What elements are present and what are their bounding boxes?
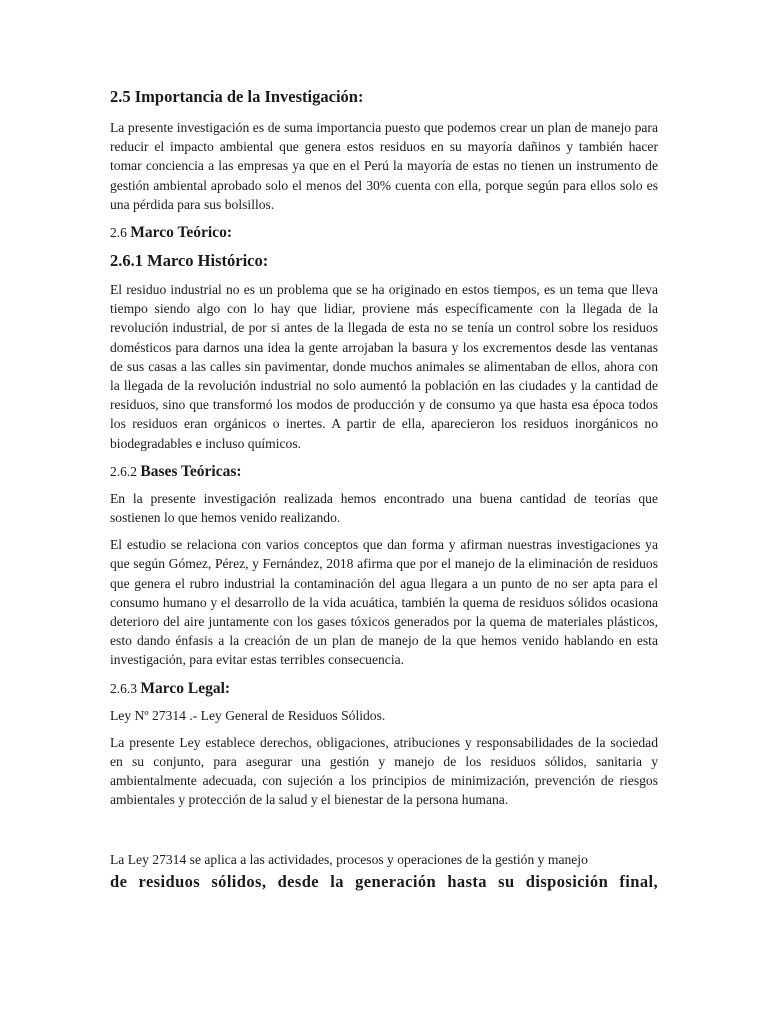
paragraph-bases-intro: En la presente investigación realizada hemos encontrado una buena cantidad de teorías que sostienen lo que hemos venido realizando.: [110, 490, 658, 526]
document-page: [110, 86, 658, 893]
section-title: Bases Teóricas:: [140, 462, 242, 480]
paragraph-bases-estudio: El estudio se relaciona con varios conceptos que dan forma y afirman nuestras investigaciones ya que según Gómez, Pérez, y Fernández, 2018 afirma que por el manejo de la eliminación de residuos que genera el rubro industrial la contaminación del agua llegara a un punto de no ser apta para el consumo humano y el desarrollo de la vida acuática, también la quema de residuos sólidos ocasiona deterioro del aire juntamente con los gases tóxicos generados por la quema de materiales plásticos, esto dando énfasis a la creación de un plan de manejo de la que hemos venido hablando en esta investigación, para evitar estas terribles consecuencia.: [110, 537, 658, 668]
law-reference: Ley Nº 27314 .- Ley General de Residuos Sólidos.: [110, 707, 386, 723]
section-number: 2.6: [110, 225, 131, 241]
paragraph-ley-aplica-line1: La Ley 27314 se aplica a las actividades, procesos y operaciones de la gestión y manejo: [110, 852, 588, 868]
paragraph-ley-aplica-line2: de residuos sólidos, desde la generación hasta su disposición final,: [110, 872, 658, 892]
section-number: 2.6.3: [110, 680, 141, 696]
section-number: 2.6.2: [110, 463, 141, 479]
paragraph-marco-historico: El residuo industrial no es un problema que se ha originado en estos tiempos, es un tema que lleva tiempo siendo algo con lo hay que lidiar, proviene más específicamente con la llegada de la revolución industrial, de por si antes de la llegada de esta no se tenía un control sobre los residuos domésticos para darnos una idea la gente arrojaban la basura y los excrementos desde las ventanas de sus casas a las calles sin pavimentar, donde muchos animales se alimentaban de ellos, ahora con la llegada de la revolución industrial no solo aumentó la población en las ciudades y la cantidad de residuos, sino que transformó los modos de producción y de consumo ya que hasta esa época todos los residuos eran orgánicos o inertes. A partir de ella, aparecieron los residuos inorgánicos no biodegradables e incluso químicos.: [110, 282, 658, 451]
section-heading-2-6: [110, 222, 658, 244]
paragraph-spacer: [110, 817, 658, 850]
section-heading-2-5: 2.5 Importancia de la Investigación:: [110, 87, 364, 106]
paragraph-importancia: La presente investigación es de suma importancia puesto que podemos crear un plan de manejo para reducir el impacto ambiental que genera estos residuos en su mayoría dañinos y también hacer tomar conciencia a las empresas ya que en el Perú la mayoría de estas no tienen un instrumento de gestión ambiental aprobado solo el menos del 30% cuenta con ella, porque según para ellos solo es una pérdida para sus bolsillos.: [110, 120, 658, 212]
section-title: Marco Legal:: [140, 679, 231, 697]
paragraph-ley: La presente Ley establece derechos, obligaciones, atribuciones y responsabilidades de la sociedad en su conjunto, para asegurar una gestión y manejo de los residuos sólidos, sanitaria y ambientalmente adecuada, con sujeción a los principios de minimización, prevención de riesgos ambientales y protección de la salud y el bienestar de la persona humana.: [110, 734, 658, 808]
section-heading-2-6-3: [110, 678, 658, 700]
section-heading-2-6-1: 2.6.1 Marco Histórico:: [110, 251, 269, 271]
section-heading-2-6-2: [110, 461, 658, 483]
section-title: Marco Teórico:: [130, 224, 232, 242]
